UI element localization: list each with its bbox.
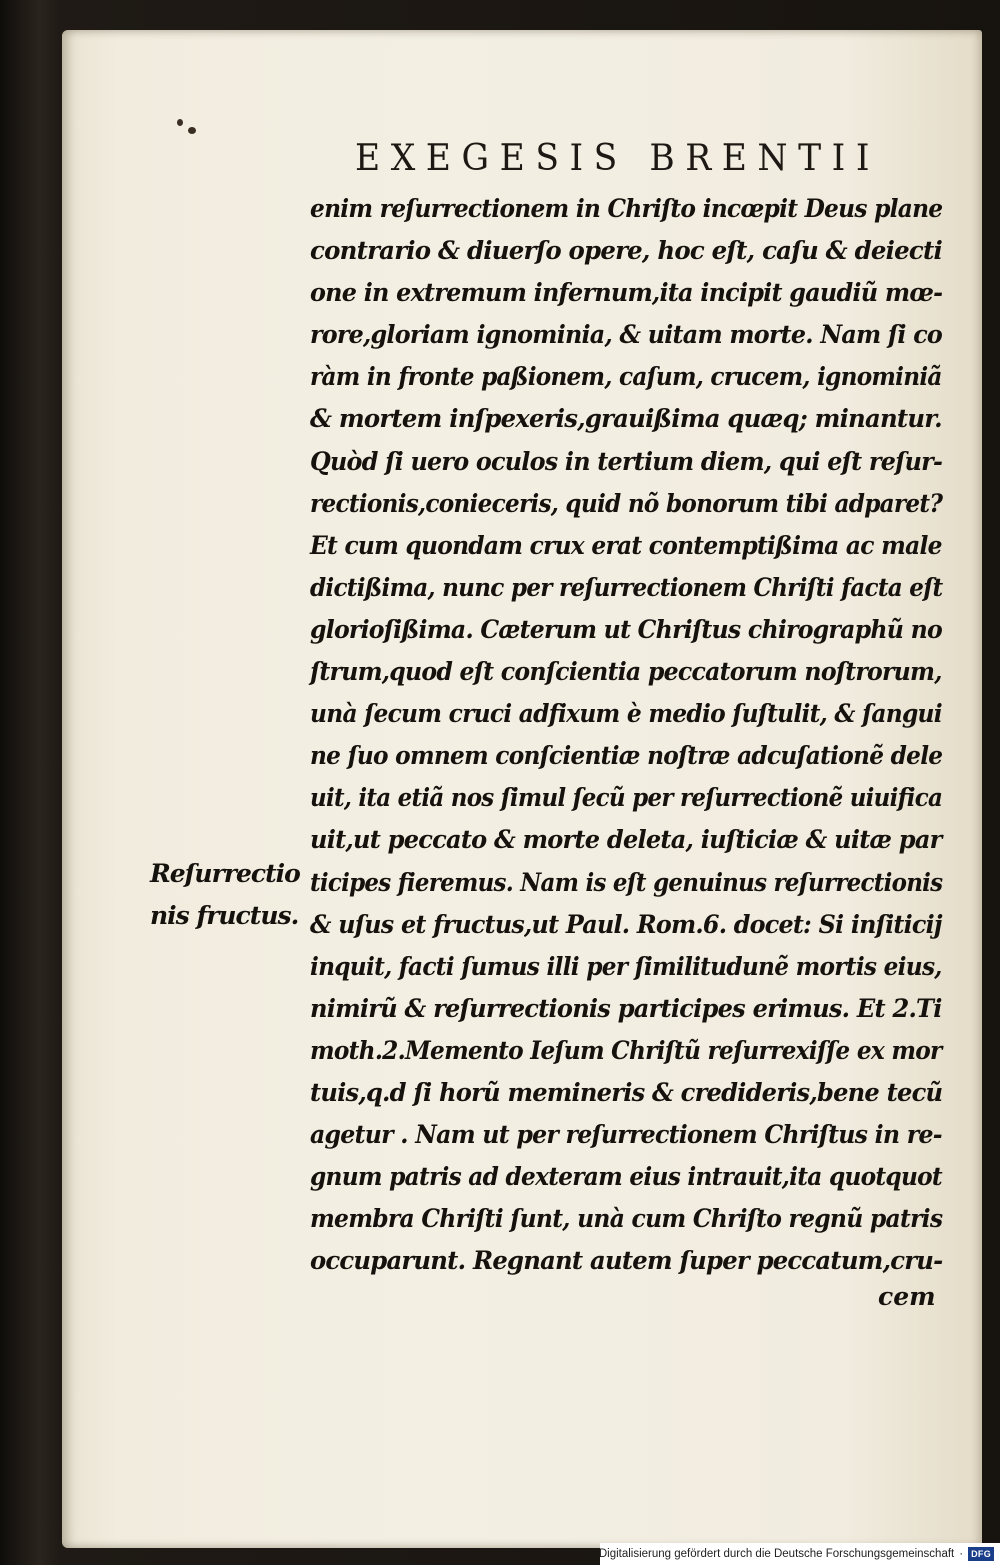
text-line: rectionis,conieceris, quid nõ bonorum tibi adparet? (310, 488, 943, 518)
text-line: uit, ita etiã nos ſimul ſecũ per reſurrectionẽ uiuifica (310, 783, 943, 813)
text-line: gnum patris ad dexteram eius intrauit,ita quotquot (310, 1162, 942, 1192)
digitization-footer (600, 1543, 1000, 1565)
text-line: tuis,q.d ſi horũ memineris & credideris,bene tecũ (310, 1077, 943, 1107)
text-line: dictißima, nunc per reſurrectionem Chriſti facta eſt (310, 572, 943, 602)
text-line: agetur . Nam ut per reſurrectionem Chriſtus in re- (310, 1120, 942, 1150)
text-line: ne ſuo omnem conſcientiæ noſtræ adcuſationẽ dele (310, 741, 943, 771)
text-line: rore,gloriam ignominia, & uitam morte. Nam ſi co (310, 320, 943, 350)
text-line: moth.2.Memento Ieſum Chriſtũ reſurrexiſſe ex mor (310, 1035, 942, 1065)
body-text (310, 188, 950, 1282)
footer-credit: Digitalisierung gefördert durch die Deutsche Forschungsgemeinschaft (598, 1548, 955, 1560)
text-line: membra Chriſti ſunt, unà cum Chriſto regnũ patris (310, 1204, 943, 1234)
text-line: Quòd ſi uero oculos in tertium diem, qui eſt reſur- (310, 446, 943, 476)
marginal-note-line: nis fructus. (150, 901, 299, 930)
running-head: EXEGESIS BRENTII (355, 138, 881, 179)
text-line: & uſus et fructus,ut Paul. Rom.6. docet: Si inſiticij (310, 909, 942, 939)
text-line: unà ſecum cruci adfixum è medio ſuſtulit, & ſangui (310, 699, 942, 729)
footer-separator: · (959, 1548, 964, 1560)
ink-speck (177, 119, 183, 126)
text-line: & mortem inſpexeris,grauißima quæq; minantur. (310, 404, 942, 434)
text-line: ràm in fronte paßionem, caſum, crucem, ignominiã (310, 362, 942, 392)
text-line: nimirũ & reſurrectionis participes erimus. Et 2.Ti (310, 993, 942, 1023)
text-line: glorioſißima. Cæterum ut Chriſtus chirographũ no (310, 614, 942, 644)
text-line: one in extremum infernum,ita incipit gaudiũ mœ- (310, 278, 943, 308)
text-line: ſtrum,quod eſt conſcientia peccatorum noſtrorum, (310, 657, 942, 687)
text-line: enim reſurrectionem in Chriſto incœpit Deus plane (310, 194, 943, 223)
text-line: occuparunt. Regnant autem ſuper peccatum,cru- (310, 1246, 943, 1276)
text-line: inquit, facti ſumus illi per ſimilitudunẽ mortis eius, (310, 951, 942, 981)
ink-speck (188, 127, 196, 134)
text-line: uit,ut peccato & morte deleta, iuſticiæ & uitæ par (310, 825, 942, 855)
marginal-note-line: Reſurrectio (150, 859, 300, 888)
text-line: contrario & diuerſo opere, hoc eſt, caſu & deiecti (310, 236, 943, 266)
text-line: Et cum quondam crux erat contemptißima ac male (310, 530, 942, 560)
dfg-logo-icon: DFG (968, 1547, 994, 1561)
catchword: cem (878, 1282, 936, 1311)
marginal-note (150, 853, 310, 937)
text-line: ticipes fieremus. Nam is eſt genuinus reſurrectionis (310, 867, 943, 897)
